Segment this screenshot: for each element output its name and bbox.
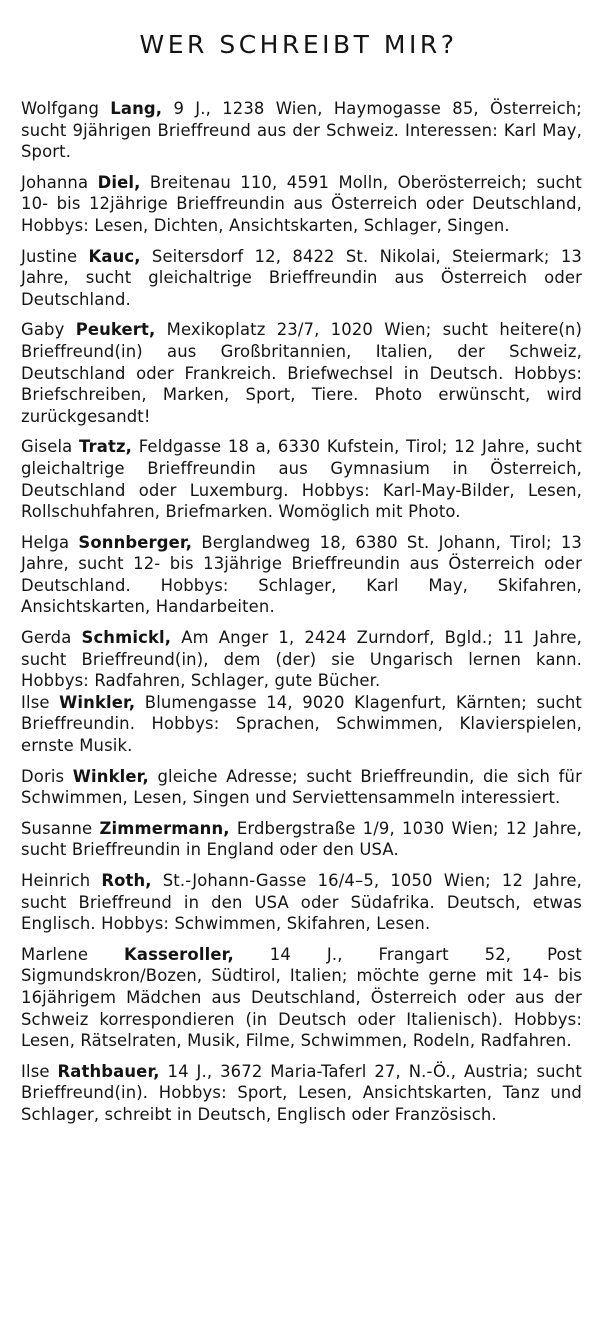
entry-first-name: Ilse: [21, 692, 50, 712]
entry-first-name: Ilse: [21, 1061, 50, 1081]
entry-surname: Kauc,: [88, 246, 141, 266]
list-item: [21, 818, 582, 861]
entry-text: 14 J., 3672 Maria-Taferl 27, N.-Ö., Austria; sucht Brieffreund(in). Hobbys: Sport, Lesen, Ansichtskarten, Tanz und Schlager, schreibt in Deutsch, Englisch oder Französisch.: [21, 1061, 582, 1124]
entry-surname: Schmickl,: [81, 628, 172, 648]
entry-surname: Diel,: [97, 172, 141, 192]
list-item: [21, 246, 582, 311]
entry-text: Mexikoplatz 23/7, 1020 Wien; sucht heitere(n) Brieffreund(in) aus Großbritannien, Italien, der Schweiz, Deutschland oder Frankreich. Briefwechsel in Deutsch. Hobbys: Briefschreiben, Marken, Sport, Tiere. Photo erwünscht, wird zurückgesandt!: [21, 320, 582, 426]
list-item: [21, 627, 582, 692]
entry-surname: Zimmermann,: [99, 818, 230, 838]
list-item: [21, 1061, 582, 1126]
entry-surname: Kasseroller,: [124, 944, 234, 964]
list-item: [21, 944, 582, 1052]
entry-first-name: Gaby: [21, 320, 65, 340]
list-item: [21, 870, 582, 935]
list-item: [21, 766, 582, 809]
entry-text: Berglandweg 18, 6380 St. Johann, Tirol; 13 Jahre, sucht 12- bis 13jährige Brieffreundin aus Österreich oder Deutschland. Hobbys: Schlager, Karl May, Skifahren, Ansichtskarten, Handarbeiten.: [21, 532, 582, 617]
entry-surname: Peukert,: [75, 320, 156, 340]
entry-text: Breitenau 110, 4591 Molln, Oberösterreich; sucht 10- bis 12jährige Brieffreundin aus Österreich oder Deutschland, Hobbys: Lesen, Dichten, Ansichtskarten, Schlager, Singen.: [21, 172, 582, 235]
entry-text: 9 J., 1238 Wien, Haymogasse 85, Österreich; sucht 9jährigen Brieffreund aus der Schweiz. Interessen: Karl May, Sport.: [21, 99, 582, 162]
list-item: [21, 98, 582, 163]
entry-surname: Winkler,: [72, 766, 149, 786]
entry-first-name: Heinrich: [21, 871, 91, 890]
entry-surname: Rathbauer,: [57, 1061, 160, 1081]
entry-text: gleiche Adresse; sucht Brieffreundin, die sich für Schwimmen, Lesen, Singen und Serviettensammeln interessiert.: [21, 766, 582, 808]
entry-first-name: Doris: [21, 766, 65, 786]
entry-text: St.-Johann-Gasse 16/4–5, 1050 Wien; 12 Jahre, sucht Brieffreund in den USA oder Südafrika. Deutsch, etwas Englisch. Hobbys: Schwimmen, Skifahren, Lesen.: [21, 871, 582, 934]
list-item: [21, 436, 582, 522]
entry-surname: Roth,: [101, 871, 152, 890]
page-title: WER SCHREIBT MIR?: [139, 30, 458, 59]
entry-first-name: Johanna: [21, 172, 89, 192]
entry-text: Seitersdorf 12, 8422 St. Nikolai, Steiermark; 13 Jahre, sucht gleichaltrige Brieffreundin aus Österreich oder Deutschland.: [21, 246, 582, 309]
entry-first-name: Susanne: [21, 818, 93, 838]
entry-first-name: Gisela: [21, 437, 73, 457]
entry-text: Feldgasse 18 a, 6330 Kufstein, Tirol; 12 Jahre, sucht gleichaltrige Brieffreundin aus Gymnasium in Österreich, Deutschland oder Luxemburg. Hobbys: Karl-May-Bilder, Lesen, Rollschuhfahren, Briefmarken. Womöglich mit Photo.: [21, 437, 582, 522]
entry-text: Am Anger 1, 2424 Zurndorf, Bgld.; 11 Jahre, sucht Brieffreund(in), dem (der) sie Ungarisch lernen kann. Hobbys: Radfahren, Schlager, gute Bücher.: [21, 628, 582, 691]
entry-first-name: Marlene: [21, 944, 89, 964]
entry-surname: Tratz,: [79, 437, 133, 457]
list-item: [21, 532, 582, 618]
entry-first-name: Gerda: [21, 628, 72, 648]
entry-text: Blumengasse 14, 9020 Klagenfurt, Kärnten; sucht Brieffreundin. Hobbys: Sprachen, Schwimmen, Klavierspielen, ernste Musik.: [21, 692, 582, 756]
list-item: [21, 692, 582, 757]
entry-surname: Winkler,: [59, 692, 136, 712]
entry-first-name: Wolfgang: [21, 99, 100, 118]
list-item: [21, 319, 582, 427]
entry-text: 14 J., Frangart 52, Post Sigmundskron/Bozen, Südtirol, Italien; möchte gerne mit 14- bis 16jährigem Mädchen aus Deutschland, Österreich oder aus der Schweiz korrespondieren (in Deutsch oder Italienisch). Hobbys: Lesen, Rätselraten, Musik, Filme, Schwimmen, Rodeln, Radfahren.: [21, 944, 582, 1051]
entry-first-name: Helga: [21, 532, 70, 552]
list-item: [21, 172, 582, 237]
entry-surname: Lang,: [110, 99, 163, 118]
entry-surname: Sonnberger,: [78, 532, 193, 552]
entry-first-name: Justine: [21, 246, 78, 266]
entry-text: Erdbergstraße 1/9, 1030 Wien; 12 Jahre, sucht Brieffreundin in England oder den USA.: [21, 818, 582, 860]
entry-list: [21, 98, 582, 1135]
